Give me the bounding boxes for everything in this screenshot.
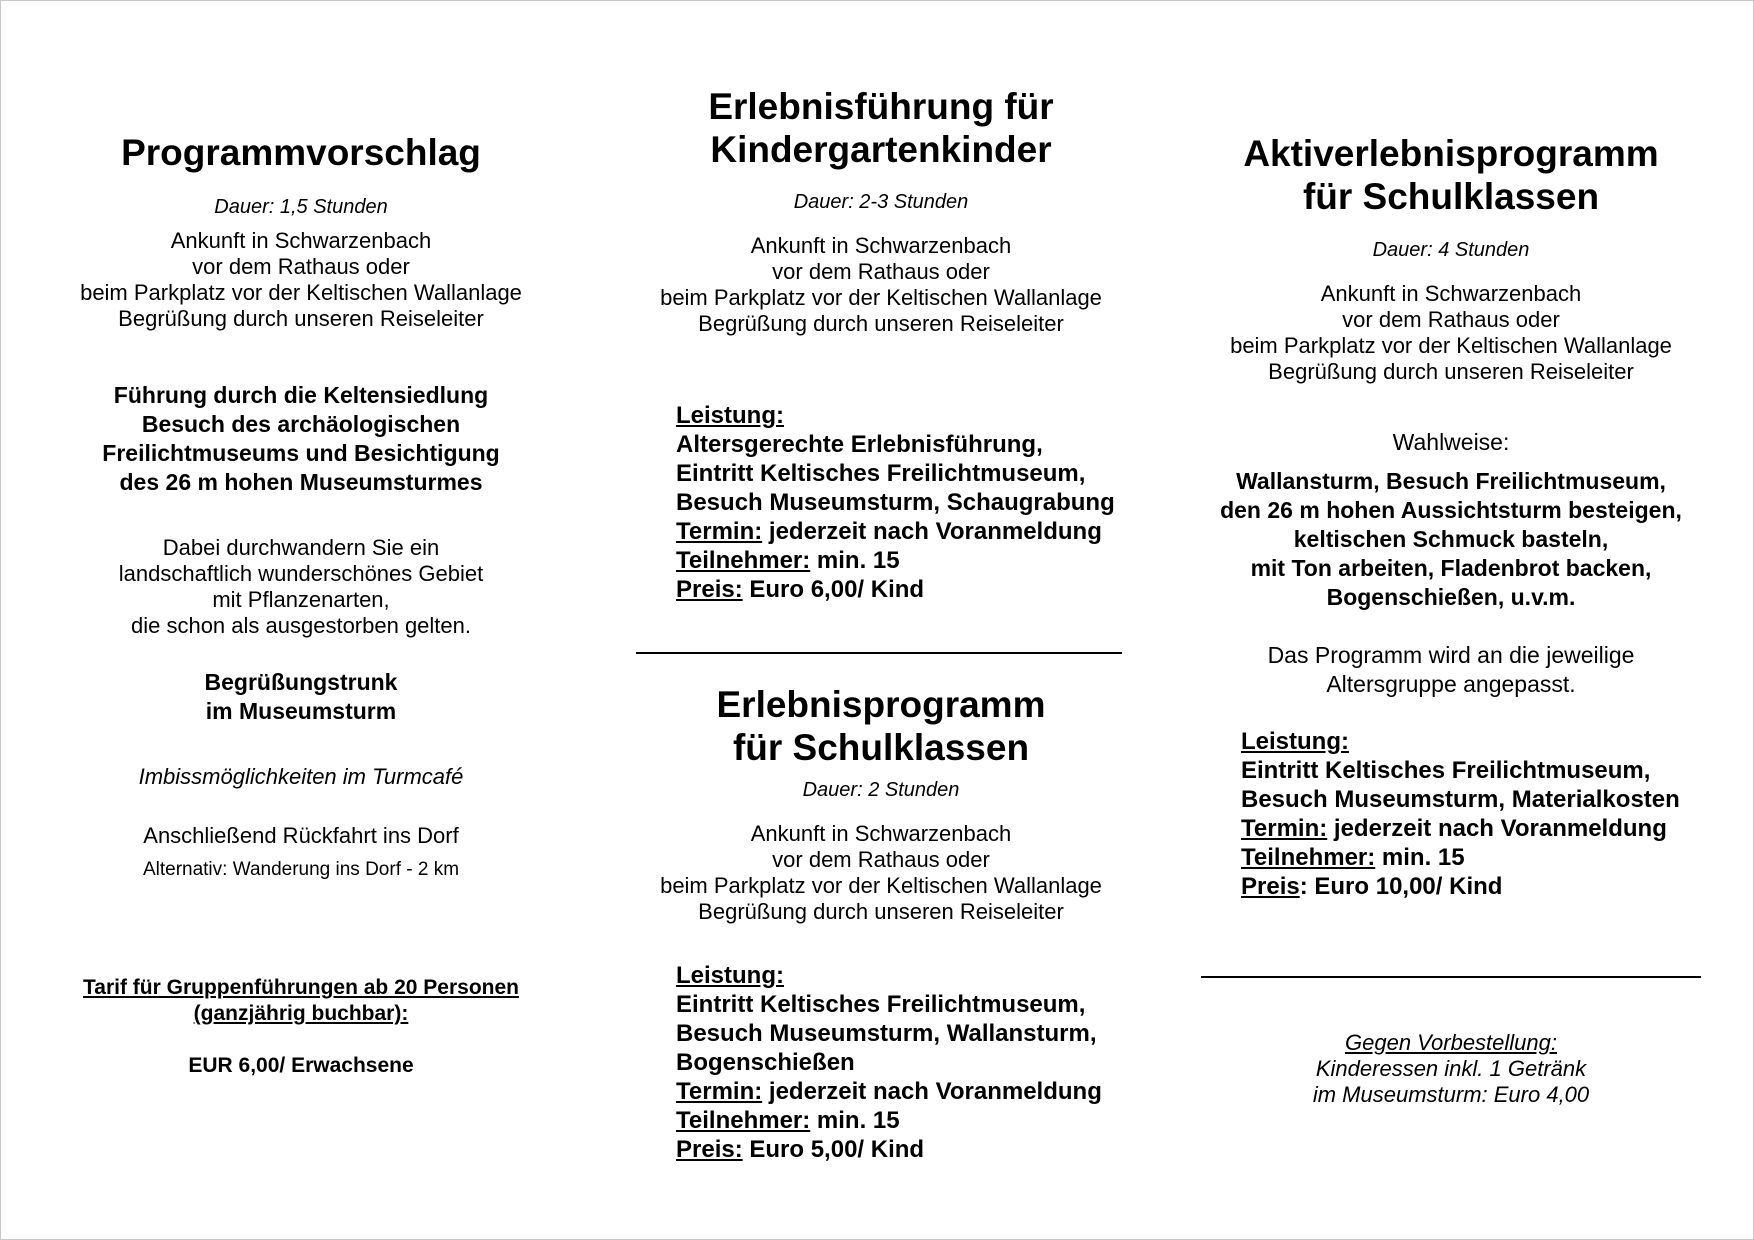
teilnehmer-row (1241, 843, 1731, 872)
title-line: Erlebnisführung für (708, 86, 1054, 127)
left-duration: Dauer: 1,5 Stunden (214, 196, 388, 218)
left-return: Anschließend Rückfahrt ins Dorf (143, 823, 459, 848)
divider-line (1201, 976, 1701, 978)
choice-line: den 26 m hohen Aussichtsturm besteigen, (1220, 497, 1682, 523)
welcome-line: Begrüßungstrunk (204, 669, 398, 695)
teilnehmer-row (676, 546, 1131, 575)
arrival-line: beim Parkplatz vor der Keltischen Wallanlage (80, 280, 522, 305)
leistung-label: Leistung: (676, 402, 784, 429)
title-line: Kindergartenkinder (710, 129, 1052, 170)
choice-line: Wallansturm, Besuch Freilichtmuseum, (1236, 468, 1666, 494)
right-choices (1171, 467, 1731, 612)
kinder-title (631, 85, 1131, 171)
preis-label: Preis (1241, 873, 1300, 900)
right-leistung (1241, 727, 1731, 901)
order-line: Kinderessen inkl. 1 Getränk (1315, 1056, 1587, 1081)
schule-arrival (631, 821, 1131, 925)
teilnehmer-value: min. 15 (1375, 844, 1465, 871)
adapt-line: Das Programm wird an die jeweilige (1267, 642, 1635, 668)
tour-line: Führung durch die Keltensiedlung (113, 382, 489, 408)
termin-label: Termin: (1241, 815, 1328, 842)
walk-line: Dabei durchwandern Sie ein (162, 535, 440, 560)
preis-value: Euro 6,00/ Kind (742, 576, 925, 603)
kinder-arrival (631, 233, 1131, 337)
arrival-line: vor dem Rathaus oder (1342, 307, 1560, 332)
preis-value: Euro 5,00/ Kind (742, 1136, 925, 1163)
arrival-line: vor dem Rathaus oder (192, 254, 410, 279)
arrival-line: Begrüßung durch unseren Reiseleiter (118, 306, 484, 331)
tour-line: Besuch des archäologischen (141, 411, 461, 437)
termin-value: jederzeit nach Voranmeldung (762, 1078, 1102, 1105)
schule-duration: Dauer: 2 Stunden (802, 779, 960, 801)
leistung-line: Eintritt Keltisches Freilichtmuseum, (1241, 757, 1651, 784)
left-alternative: Alternativ: Wanderung ins Dorf - 2 km (142, 859, 460, 880)
leistung-line: Eintritt Keltisches Freilichtmuseum, (676, 460, 1086, 487)
tariff-line: Tarif für Gruppenführungen ab 20 Personen (83, 976, 519, 999)
kinder-leistung (676, 401, 1131, 604)
arrival-line: Begrüßung durch unseren Reiseleiter (698, 899, 1064, 924)
left-title: Programmvorschlag (121, 132, 481, 173)
arrival-line: Begrüßung durch unseren Reiseleiter (1268, 359, 1634, 384)
arrival-line: Ankunft in Schwarzenbach (750, 821, 1012, 846)
adapt-line: Altersgruppe angepasst. (1326, 671, 1576, 697)
leistung-line: Besuch Museumsturm, Materialkosten (1241, 786, 1680, 813)
left-walk (31, 535, 571, 639)
teilnehmer-label: Teilnehmer: (676, 547, 811, 574)
preis-row (1241, 872, 1731, 901)
tour-line: des 26 m hohen Museumsturmes (119, 469, 483, 495)
kinder-duration: Dauer: 2-3 Stunden (793, 191, 969, 213)
arrival-line: Ankunft in Schwarzenbach (1320, 281, 1582, 306)
preis-row (676, 575, 1131, 604)
arrival-line: Ankunft in Schwarzenbach (750, 233, 1012, 258)
teilnehmer-value: min. 15 (810, 1107, 900, 1134)
arrival-line: beim Parkplatz vor der Keltischen Wallanlage (660, 873, 1102, 898)
walk-line: die schon als ausgestorben gelten. (130, 613, 471, 638)
schule-leistung (676, 961, 1131, 1164)
preis-value: : Euro 10,00/ Kind (1299, 873, 1503, 900)
right-order (1171, 1030, 1731, 1108)
choice-line: mit Ton arbeiten, Fladenbrot backen, (1250, 555, 1652, 581)
title-line: Erlebnisprogramm (716, 684, 1046, 725)
leistung-line: Bogenschießen (676, 1049, 855, 1076)
right-arrival (1171, 281, 1731, 385)
preis-label: Preis: (676, 576, 743, 603)
teilnehmer-label: Teilnehmer: (676, 1107, 811, 1134)
leistung-line: Altersgerechte Erlebnisführung, (676, 431, 1043, 458)
arrival-line: Begrüßung durch unseren Reiseleiter (698, 311, 1064, 336)
right-title (1171, 132, 1731, 218)
arrival-line: beim Parkplatz vor der Keltischen Wallanlage (1230, 333, 1672, 358)
choice-line: keltischen Schmuck basteln, (1293, 526, 1609, 552)
title-line: für Schulklassen (1302, 176, 1600, 217)
left-tour (31, 381, 571, 497)
leistung-line: Besuch Museumsturm, Wallansturm, (676, 1020, 1097, 1047)
termin-value: jederzeit nach Voranmeldung (762, 518, 1102, 545)
leistung-label: Leistung: (676, 962, 784, 989)
right-duration: Dauer: 4 Stunden (1372, 239, 1530, 261)
order-label: Gegen Vorbestellung: (1345, 1030, 1557, 1055)
divider-line (636, 652, 1122, 654)
title-line: für Schulklassen (732, 727, 1030, 768)
left-welcome (31, 668, 571, 726)
arrival-line: Ankunft in Schwarzenbach (170, 228, 432, 253)
arrival-line: vor dem Rathaus oder (772, 259, 990, 284)
arrival-line: vor dem Rathaus oder (772, 847, 990, 872)
left-tariff (31, 975, 571, 1027)
preis-row (676, 1135, 1131, 1164)
schule-title (631, 683, 1131, 769)
tariff-line: (ganzjährig buchbar): (193, 1002, 409, 1025)
arrival-line: beim Parkplatz vor der Keltischen Wallanlage (660, 285, 1102, 310)
left-snack: Imbissmöglichkeiten im Turmcafé (138, 764, 464, 789)
order-line: im Museumsturm: Euro 4,00 (1312, 1082, 1590, 1107)
welcome-line: im Museumsturm (205, 698, 397, 724)
teilnehmer-value: min. 15 (810, 547, 900, 574)
walk-line: landschaftlich wunderschönes Gebiet (118, 561, 484, 586)
tour-line: Freilichtmuseums und Besichtigung (102, 440, 500, 466)
right-adapt (1171, 641, 1731, 699)
right-choice-label: Wahlweise: (1392, 429, 1510, 455)
teilnehmer-label: Teilnehmer: (1241, 844, 1376, 871)
termin-row (676, 517, 1131, 546)
termin-label: Termin: (676, 1078, 763, 1105)
termin-row (676, 1077, 1131, 1106)
left-arrival (31, 228, 571, 332)
termin-value: jederzeit nach Voranmeldung (1327, 815, 1667, 842)
choice-line: Bogenschießen, u.v.m. (1326, 584, 1576, 610)
title-line: Aktiverlebnisprogramm (1243, 133, 1659, 174)
leistung-line: Besuch Museumsturm, Schaugrabung (676, 489, 1115, 516)
left-price: EUR 6,00/ Erwachsene (188, 1054, 414, 1077)
leistung-line: Eintritt Keltisches Freilichtmuseum, (676, 991, 1086, 1018)
termin-label: Termin: (676, 518, 763, 545)
teilnehmer-row (676, 1106, 1131, 1135)
termin-row (1241, 814, 1731, 843)
preis-label: Preis: (676, 1136, 743, 1163)
walk-line: mit Pflanzenarten, (212, 587, 390, 612)
leistung-label: Leistung: (1241, 728, 1349, 755)
